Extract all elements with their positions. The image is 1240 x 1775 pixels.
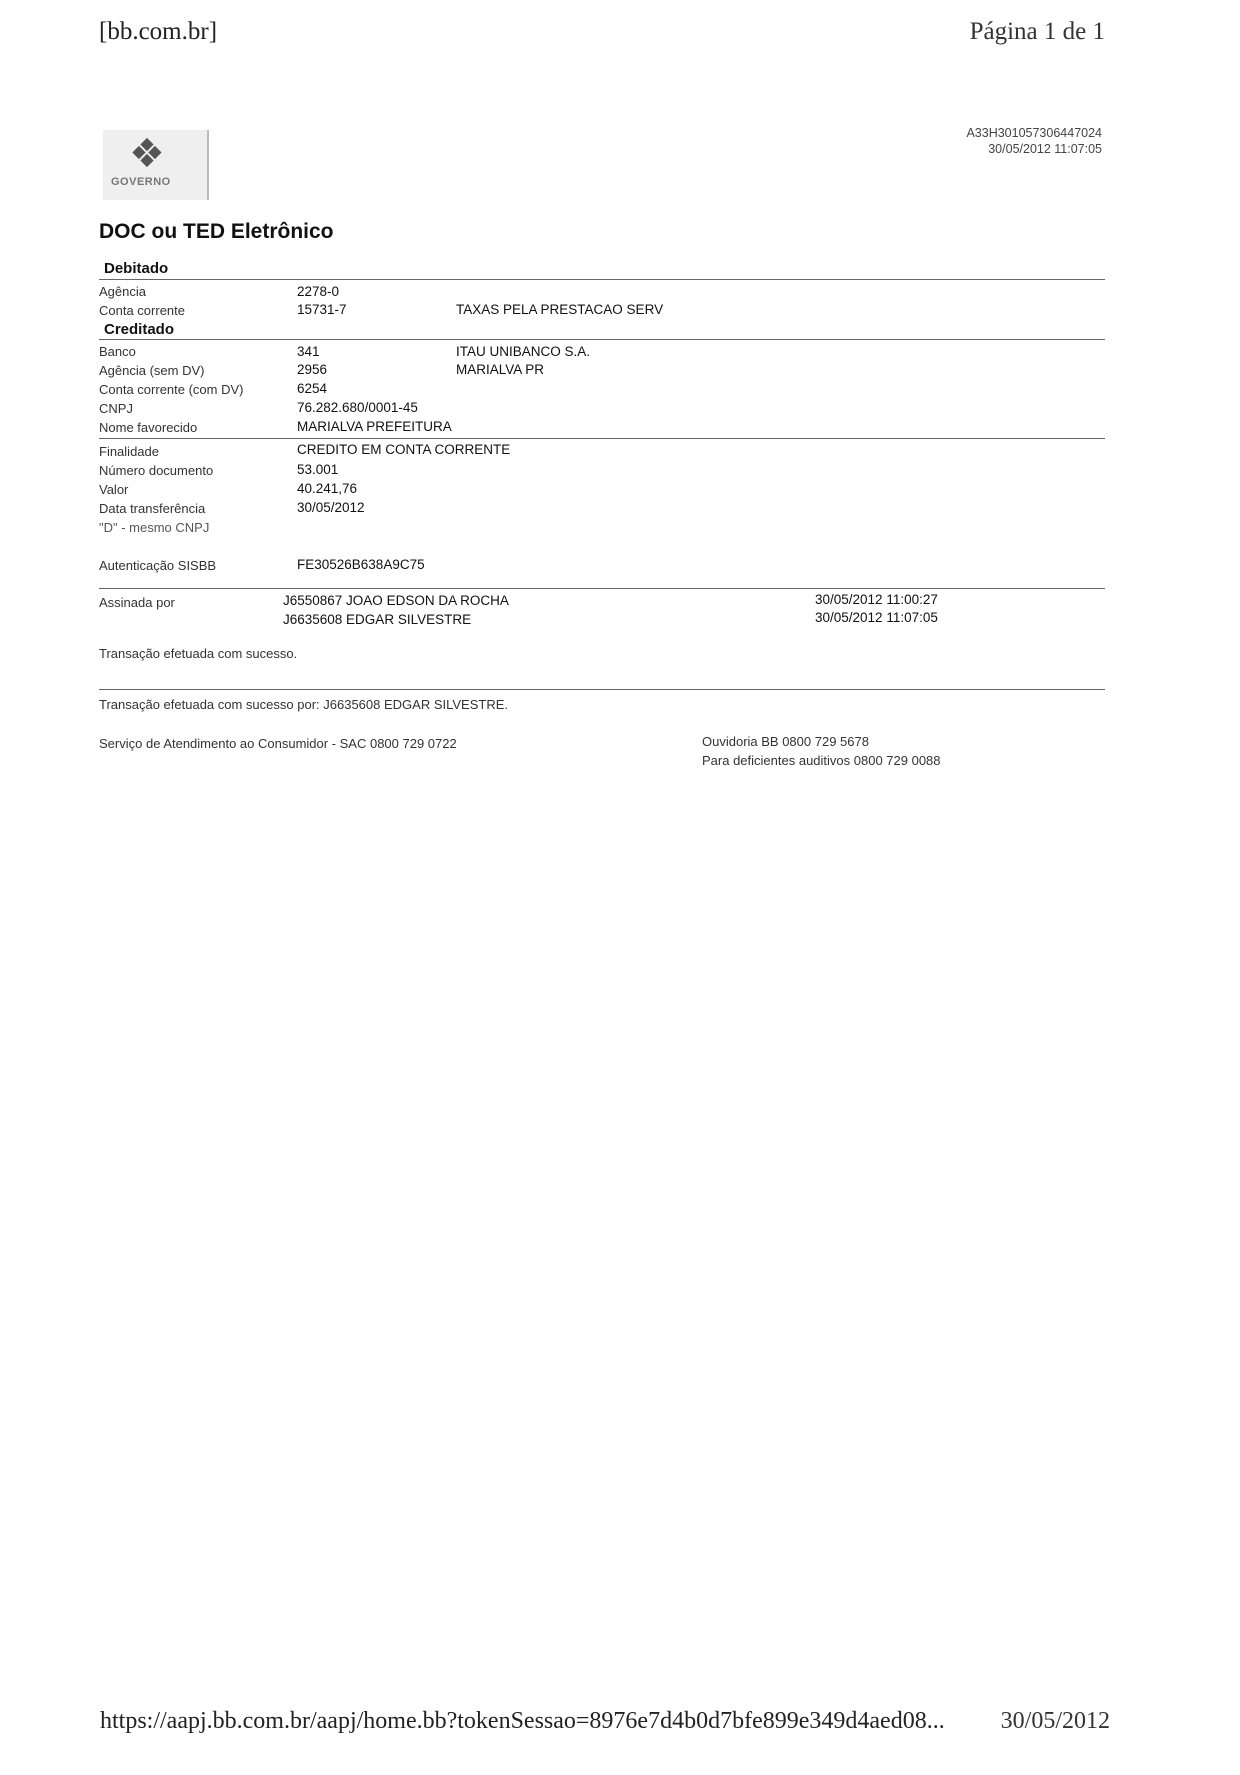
browser-footer-date: 30/05/2012 [1000, 1708, 1110, 1734]
value-favorecido: MARIALVA PREFEITURA [297, 419, 452, 434]
label-finalidade: Finalidade [99, 444, 159, 459]
bb-logo [103, 130, 209, 200]
label-mesmo-cnpj: "D" - mesmo CNPJ [99, 520, 210, 535]
divider [99, 689, 1105, 690]
signer-2-name: J6635608 EDGAR SILVESTRE [283, 612, 472, 627]
status-by-message: Transação efetuada com sucesso por: J6635608 EDGAR SILVESTRE. [99, 697, 508, 712]
value-numero-documento: 53.001 [297, 462, 339, 477]
value-valor: 40.241,76 [297, 481, 358, 496]
bb-logo-caption: GOVERNO [111, 176, 171, 188]
value-agencia-credito: 2956 [297, 362, 328, 377]
signer-2-datetime: 30/05/2012 11:07:05 [815, 610, 938, 625]
divider [99, 339, 1105, 340]
signer-1-datetime: 30/05/2012 11:00:27 [815, 592, 938, 607]
contact-ouvidoria: Ouvidoria BB 0800 729 5678 [702, 734, 869, 749]
document-timestamp: 30/05/2012 11:07:05 [988, 142, 1102, 156]
label-banco: Banco [99, 344, 136, 359]
label-agencia-credito: Agência (sem DV) [99, 363, 205, 378]
label-data-transferencia: Data transferência [99, 501, 206, 516]
page-title: DOC ou TED Eletrônico [99, 220, 334, 243]
divider [99, 279, 1105, 280]
value-conta-debito-desc: TAXAS PELA PRESTACAO SERV [456, 302, 664, 317]
label-autenticacao: Autenticação SISBB [99, 558, 217, 573]
value-banco: 341 [297, 344, 320, 359]
value-conta-credito: 6254 [297, 381, 328, 396]
value-agencia-cidade: MARIALVA PR [456, 362, 545, 377]
status-message: Transação efetuada com sucesso. [99, 646, 298, 661]
divider [99, 588, 1105, 589]
section-debitado-heading: Debitado [104, 260, 169, 277]
browser-footer-url: https://aapj.bb.com.br/aapj/home.bb?tokenSessao=8976e7d4b0d7bfe899e349d4aed08... [100, 1708, 945, 1734]
document-code: A33H301057306447024 [966, 126, 1102, 140]
value-banco-nome: ITAU UNIBANCO S.A. [456, 344, 591, 359]
browser-header-page: Página 1 de 1 [969, 18, 1105, 45]
section-creditado-heading: Creditado [104, 321, 175, 338]
divider [99, 438, 1105, 439]
label-favorecido: Nome favorecido [99, 420, 198, 435]
contact-sac: Serviço de Atendimento ao Consumidor - SAC 0800 729 0722 [99, 736, 457, 751]
signer-1-name: J6550867 JOAO EDSON DA ROCHA [283, 593, 509, 608]
label-numero-documento: Número documento [99, 463, 214, 478]
label-conta-credito: Conta corrente (com DV) [99, 382, 244, 397]
value-agencia-debito: 2278-0 [297, 284, 340, 299]
label-assinada-por: Assinada por [99, 595, 175, 610]
label-agencia-debito: Agência [99, 284, 146, 299]
value-data-transferencia: 30/05/2012 [297, 500, 365, 515]
contact-deficientes: Para deficientes auditivos 0800 729 0088 [702, 753, 941, 768]
label-conta-debito: Conta corrente [99, 303, 185, 318]
value-autenticacao: FE30526B638A9C75 [297, 557, 425, 572]
label-valor: Valor [99, 482, 129, 497]
browser-header-site: [bb.com.br] [99, 18, 218, 45]
bb-logo-icon: ❖ [129, 131, 165, 177]
value-cnpj: 76.282.680/0001-45 [297, 400, 418, 415]
label-cnpj: CNPJ [99, 401, 133, 416]
value-finalidade: CREDITO EM CONTA CORRENTE [297, 442, 511, 457]
document-id [966, 125, 1102, 157]
value-conta-debito: 15731-7 [297, 302, 347, 317]
